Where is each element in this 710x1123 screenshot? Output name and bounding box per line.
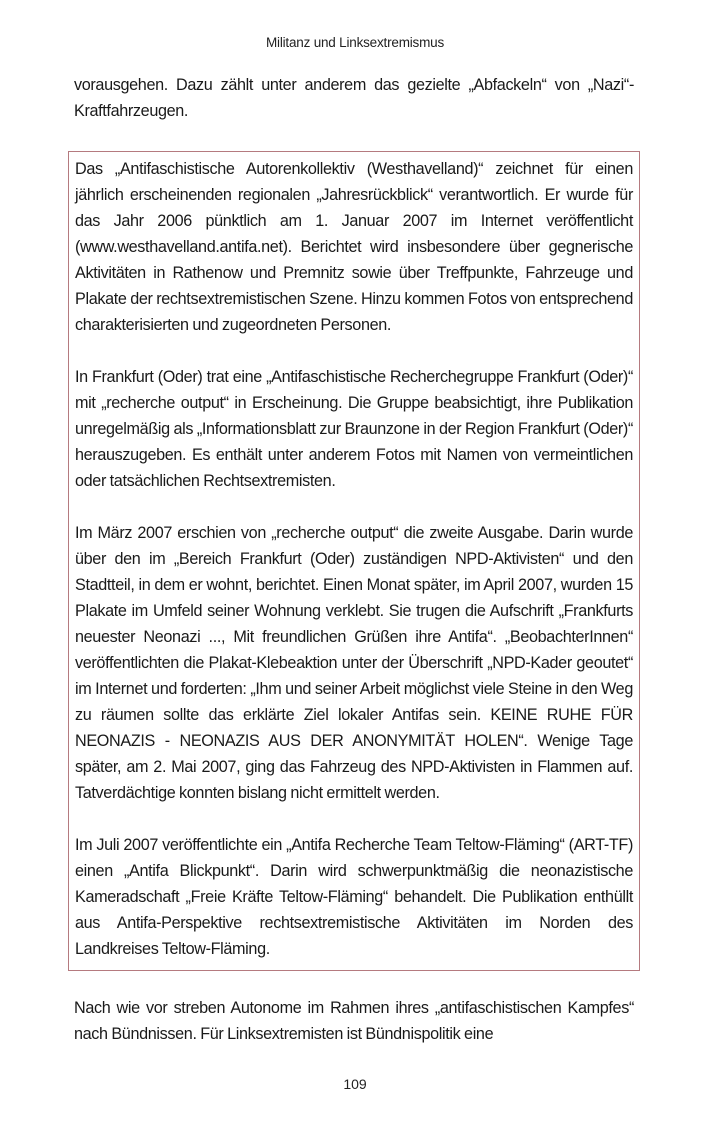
box-paragraph-westhavelland: Das „Antifaschistische Autorenkollektiv (Westhavelland)“ zeichnet für einen jährlich erscheinenden regionalen „Jahresrückblick“ verantwortlich. Er wurde für das Jahr 2006 pünktlich am 1. Januar 2007 im Internet veröffentlicht (www.westhavelland.antifa.net). Berichtet wird insbesondere über gegnerische Aktivitäten in Rathenow und Premnitz sowie über Treffpunkte, Fahrzeuge und Plakate der rechtsextremistischen Szene. Hinzu kommen Fotos von entsprechend charakterisierten und zugeordneten Personen. [75, 160, 633, 334]
info-box [68, 151, 640, 971]
intro-paragraph: vorausgehen. Dazu zählt unter anderem das gezielte „Abfackeln“ von „Nazi“-Kraftfahrzeugen. [74, 76, 634, 120]
box-paragraph-recherche-output: Im März 2007 erschien von „recherche output“ die zweite Ausgabe. Darin wurde über den im „Bereich Frankfurt (Oder) zuständigen NPD-Aktivisten“ und den Stadtteil, in dem er wohnt, berichtet. Einen Monat später, im April 2007, wurden 15 Plakate im Umfeld seiner Wohnung verklebt. Sie trugen die Aufschrift „Frankfurts neuester Neonazi ..., Mit freundlichen Grüßen ihre Antifa“. „BeobachterInnen“ veröffentlichten die Plakat-Klebeaktion unter der Überschrift „NPD-Kader geoutet“ im Internet und forderten: „Ihm und seiner Arbeit möglichst viele Steine in den Weg zu räumen sollte das erklärte Ziel lokaler Antifas sein. KEINE RUHE FÜR NEONAZIS - NEONAZIS AUS DER ANONYMITÄT HOLEN“. Wenige Tage später, am 2. Mai 2007, ging das Fahrzeug des NPD-Aktivisten in Flammen auf. Tatverdächtige konnten bislang nicht ermittelt werden. [75, 524, 633, 802]
outro-paragraph: Nach wie vor streben Autonome im Rahmen ihres „antifaschistischen Kampfes“ nach Bündnissen. Für Linksextremisten ist Bündnispolitik eine [74, 999, 634, 1043]
page-body [74, 72, 634, 1047]
box-paragraph-teltow-flaeming: Im Juli 2007 veröffentlichte ein „Antifa Recherche Team Teltow-Fläming“ (ART-TF) einen „Antifa Blickpunkt“. Darin wird schwerpunktmäßig die neonazistische Kameradschaft „Freie Kräfte Teltow-Fläming“ behandelt. Die Publikation enthüllt aus Antifa-Perspektive rechtsextremistische Aktivitäten im Norden des Landkreises Teltow-Fläming. [75, 836, 633, 958]
box-paragraph-frankfurt-recherchegruppe: In Frankfurt (Oder) trat eine „Antifaschistische Recherchegruppe Frankfurt (Oder)“ mit „recherche output“ in Erscheinung. Die Gruppe beabsichtigt, ihre Publikation unregelmäßig als „Informationsblatt zur Braunzone in der Region Frankfurt (Oder)“ herauszugeben. Es enthält unter anderem Fotos mit Namen von vermeintlichen oder tatsächlichen Rechtsextremisten. [75, 368, 633, 490]
page-number: 109 [343, 1076, 367, 1092]
running-header: Militanz und Linksextremismus [265, 35, 444, 50]
